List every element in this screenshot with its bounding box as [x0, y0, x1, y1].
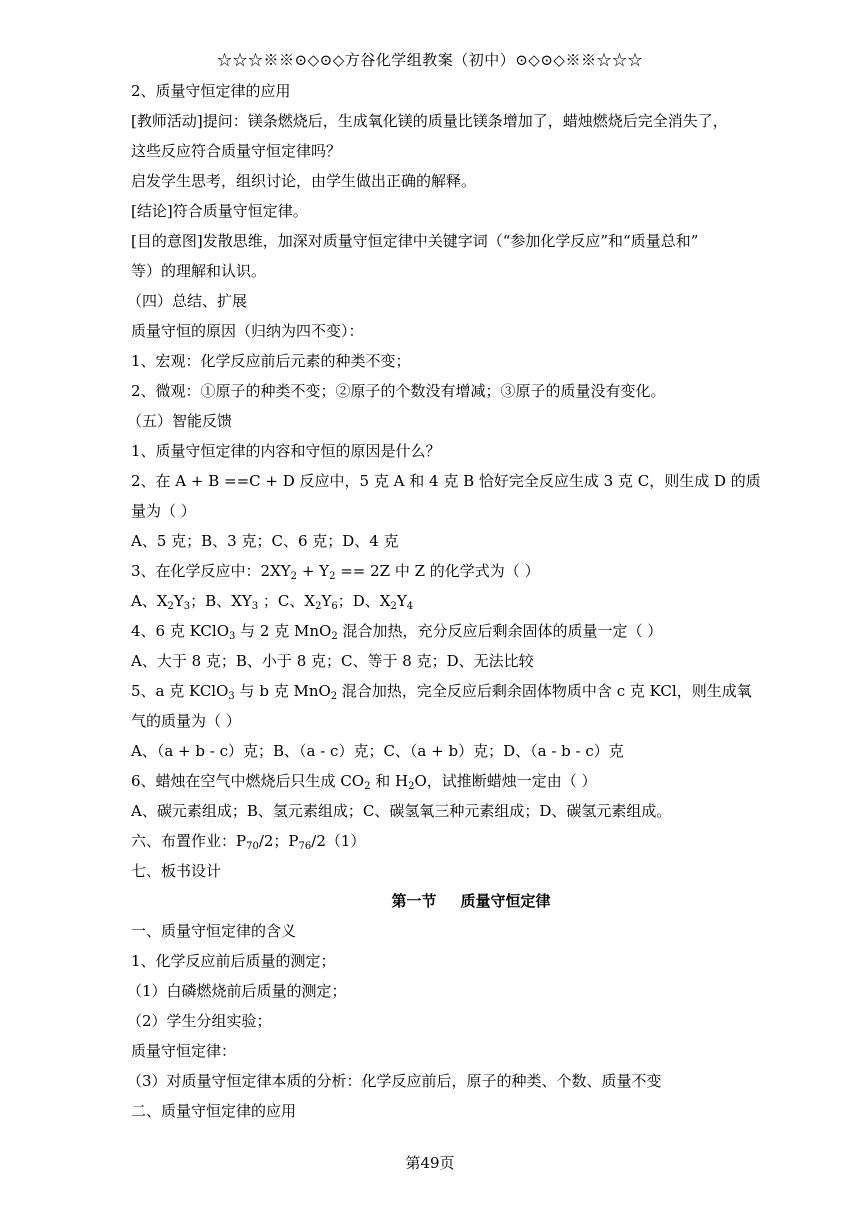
answer-options: A、大于 8 克；B、小于 8 克；C、等于 8 克；D、无法比较: [131, 652, 534, 670]
subscript: 2: [331, 631, 338, 642]
section-heading: 2、质量守恒定律的应用: [131, 82, 291, 100]
subscript: 2: [408, 781, 415, 792]
subscript: 3: [183, 601, 191, 612]
text-run: Y: [173, 592, 184, 610]
question-line: [131, 556, 811, 586]
text-run: /2（1）: [311, 832, 366, 850]
subscript: 2: [329, 571, 336, 582]
answer-options: A、（a + b - c）克；B、（a - c）克；C、（a + b）克；D、（a - b - c）克: [131, 742, 624, 760]
paragraph-line: 启发学生思考，组织讨论，由学生做出正确的解释。: [131, 172, 477, 190]
paragraph-line: [结论]符合质量守恒定律。: [131, 202, 308, 220]
question-line: [131, 616, 811, 646]
text-run: 与 2 克 MnO: [235, 622, 332, 640]
paragraph-line: 等）的理解和认识。: [131, 262, 267, 280]
text-run: 混合加热，充分反应后剩余固体的质量一定（ ）: [337, 622, 663, 640]
text-run: 4、6 克 KClO: [131, 622, 229, 640]
subscript: 3: [228, 691, 235, 702]
text-run: 和 H: [370, 772, 409, 790]
text-run: A、X: [131, 592, 168, 610]
paragraph-line: [目的意图]发散思维，加深对质量守恒定律中关键字词（“参加化学反应”和“质量总和”: [131, 232, 699, 250]
paragraph-line: （1）白磷燃烧前后质量的测定；: [127, 982, 347, 1000]
text-run: O，试推断蜡烛一定由（ ）: [414, 772, 597, 790]
board-title-section: 第一节: [391, 892, 437, 910]
text-run: /2；P: [258, 832, 299, 850]
subscript: 76: [298, 841, 312, 852]
subscript: 2: [330, 691, 338, 702]
text-run: 与 b 克 MnO: [234, 682, 331, 700]
text-run: 6、蜡烛在空气中燃烧后只生成 CO: [131, 772, 365, 790]
paragraph-line: 这些反应符合质量守恒定律吗？: [131, 142, 342, 160]
subscript: 3: [251, 601, 259, 612]
subscript: 6: [331, 601, 338, 612]
paragraph-line: （2）学生分组实验；: [127, 1012, 272, 1030]
text-run: ；B、XY: [190, 592, 252, 610]
section-heading: 七、板书设计: [131, 862, 222, 880]
question-line: 2、在 A + B ==C + D 反应中，5 克 A 和 4 克 B 恰好完全反应生成 3 克 C，则生成 D 的质: [131, 472, 761, 490]
subscript: 2: [167, 601, 174, 612]
text-run: ；D、X: [337, 592, 391, 610]
subscript: 2: [315, 601, 322, 612]
page-number: 第49页: [405, 1154, 455, 1172]
subscript: 2: [290, 571, 298, 582]
paragraph-line: 2、微观：①原子的种类不变；②原子的个数没有增减；③原子的质量没有变化。: [131, 382, 666, 400]
question-line: 量为（ ）: [131, 502, 196, 520]
paragraph-line: 质量守恒的原因（归纳为四不变）：: [131, 322, 364, 340]
paragraph-line: 质量守恒定律：: [131, 1042, 237, 1060]
section-heading: 二、质量守恒定律的应用: [131, 1102, 297, 1120]
text-run: Y: [321, 592, 332, 610]
paragraph-line: [教师活动]提问：镁条燃烧后，生成氧化镁的质量比镁条增加了，蜡烛燃烧后完全消失了，: [131, 112, 728, 130]
text-run: ；C、X: [258, 592, 316, 610]
answer-options: A、碳元素组成；B、氢元素组成；C、碳氢氧三种元素组成；D、碳氢元素组成。: [131, 802, 672, 820]
text-run: Y: [396, 592, 407, 610]
paragraph-line: 1、宏观：化学反应前后元素的种类不变；: [131, 352, 411, 370]
board-title: [131, 886, 811, 916]
paragraph-line: 1、化学反应前后质量的测定；: [131, 952, 336, 970]
answer-options: A、5 克；B、3 克；C、6 克；D、4 克: [131, 532, 399, 550]
subscript: 2: [364, 781, 371, 792]
question-line: [131, 676, 811, 706]
paragraph-line: （3）对质量守恒定律本质的分析：化学反应前后，原子的种类、个数、质量不变: [127, 1072, 662, 1090]
question-line: 气的质量为（ ）: [131, 712, 241, 730]
section-heading: [131, 826, 811, 856]
section-heading: （五）智能反馈: [127, 412, 233, 430]
text-run: 混合加热，完全反应后剩余固体物质中含 c 克 KCl，则生成氧: [337, 682, 752, 700]
section-heading: （四）总结、扩展: [127, 292, 248, 310]
text-run: 3、在化学反应中：2XY: [131, 562, 291, 580]
board-title-topic: 质量守恒定律: [460, 892, 551, 910]
subscript: 2: [390, 601, 397, 612]
text-run: 六、布置作业：P: [131, 832, 247, 850]
section-heading: 一、质量守恒定律的含义: [131, 922, 297, 940]
text-run: 5、a 克 KClO: [131, 682, 229, 700]
question-line: [131, 766, 811, 796]
subscript: 4: [406, 601, 414, 612]
text-run: + Y: [297, 562, 330, 580]
question-line: 1、质量守恒定律的内容和守恒的原因是什么？: [131, 442, 441, 460]
subscript: 70: [246, 841, 259, 852]
page-header: ☆☆☆※※⊙◇⊙◇方谷化学组教案（初中）⊙◇⊙◇※※☆☆☆: [217, 51, 643, 69]
text-run: == 2Z 中 Z 的化学式为（ ）: [335, 562, 540, 580]
answer-options: [131, 586, 811, 616]
subscript: 3: [229, 631, 236, 642]
document-body: [127, 76, 811, 1126]
